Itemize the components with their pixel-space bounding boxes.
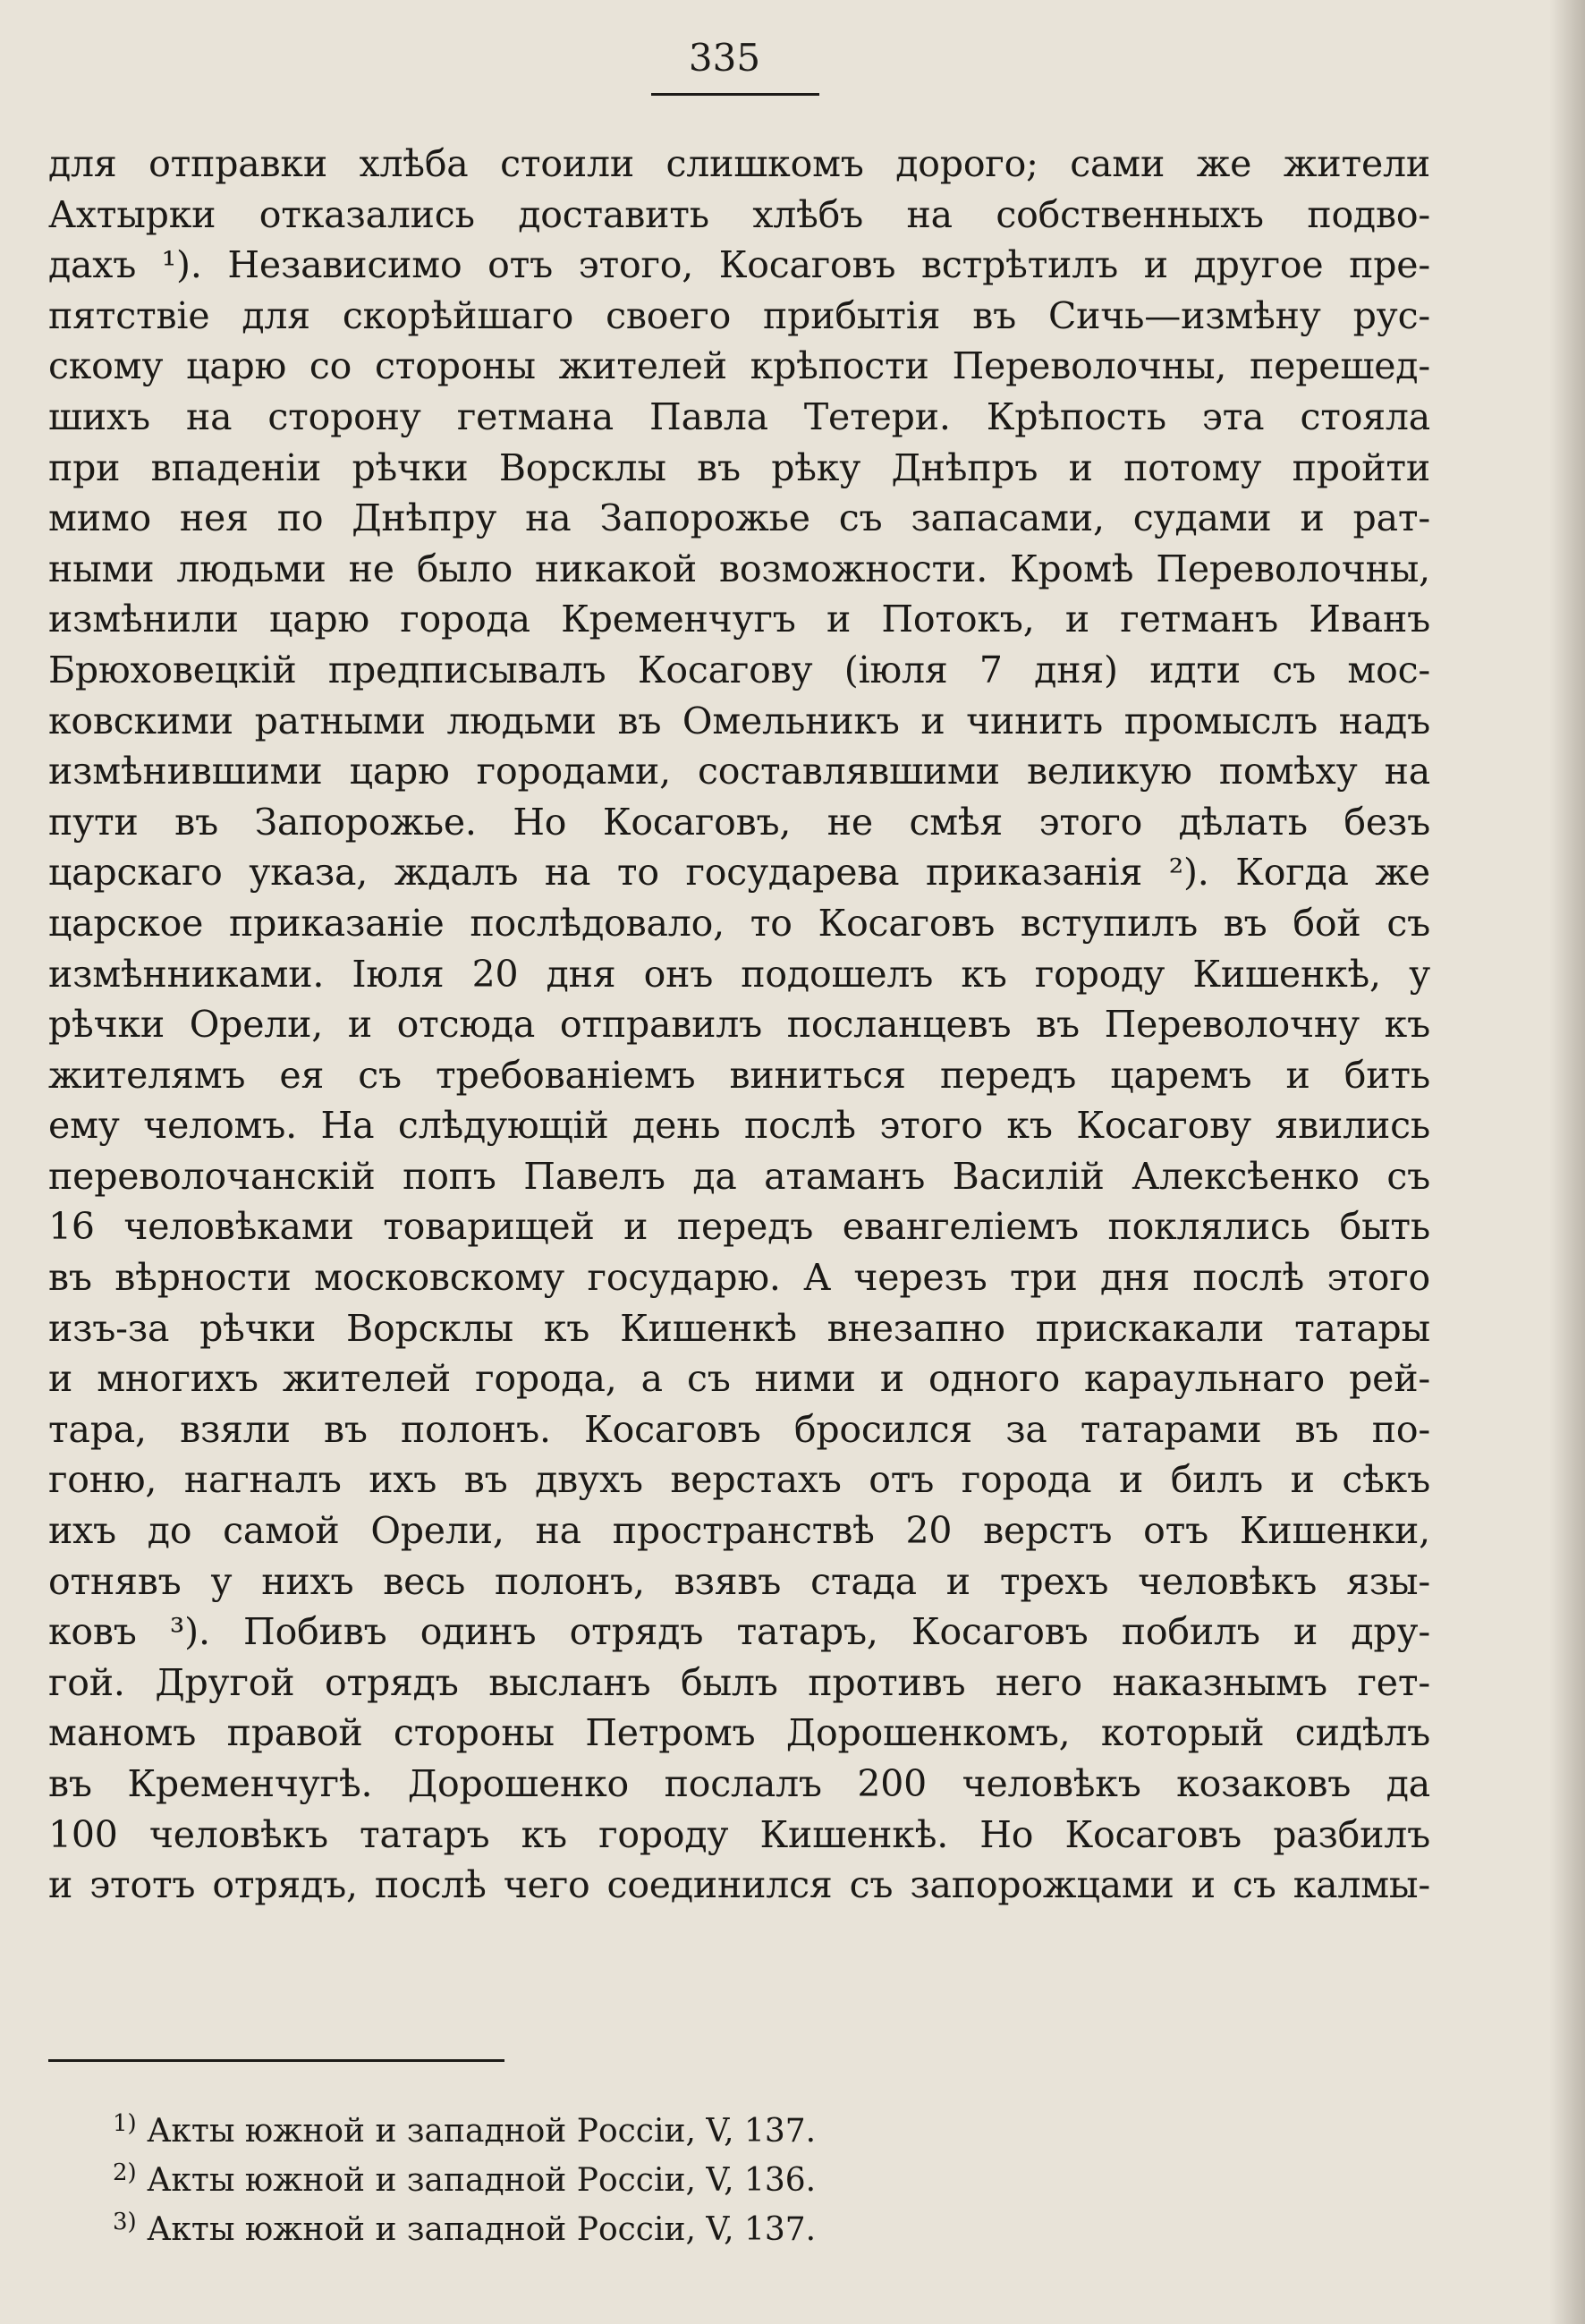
body-line: тара, взяли въ полонъ. Косаговъ бросился за татарами въ по- — [48, 1407, 1430, 1451]
body-line: ему челомъ. На слѣдующій день послѣ этого къ Косагову явились — [48, 1104, 1430, 1148]
footnote-mark: 2) — [113, 2159, 137, 2186]
body-line: 100 человѣкъ татаръ къ городу Кишенкѣ. Но Косаговъ разбилъ — [48, 1812, 1430, 1856]
body-line: гоню, нагналъ ихъ въ двухъ верстахъ отъ города и билъ и сѣкъ — [48, 1458, 1430, 1502]
body-line: ихъ до самой Орели, на пространствѣ 20 верстъ отъ Кишенки, — [48, 1509, 1430, 1553]
body-text — [48, 139, 1430, 1911]
footnote — [113, 2107, 1276, 2156]
body-line: изъ-за рѣчки Ворсклы къ Кишенкѣ внезапно прискакали татары — [48, 1306, 1430, 1350]
footnote-text: Акты южной и западной Россіи, V, 136. — [147, 2162, 817, 2199]
body-line: жителямъ ея съ требованіемъ виниться передъ царемъ и бить — [48, 1053, 1430, 1097]
body-line: измѣнниками. Іюля 20 дня онъ подошелъ къ городу Кишенкѣ, у — [48, 952, 1430, 996]
body-line: Брюховецкій предписывалъ Косагову (іюля 7 дня) идти съ мос- — [48, 648, 1430, 691]
body-line: для отправки хлѣба стоили слишкомъ дорого; сами же жители — [48, 142, 1430, 185]
page-edge-shadow — [1549, 0, 1585, 2324]
footnote-separator — [48, 2059, 504, 2062]
body-line: въ вѣрности московскому государю. А черезъ три дня послѣ этого — [48, 1256, 1430, 1300]
footnote — [113, 2156, 1276, 2205]
footnote-text: Акты южной и западной Россіи, V, 137. — [147, 2211, 817, 2248]
page-number-underline — [651, 93, 819, 96]
body-line: и этотъ отрядъ, послѣ чего соединился съ запорожцами и съ калмы- — [48, 1863, 1430, 1907]
body-line: царскаго указа, ждалъ на то государева приказанія ²). Когда же — [48, 851, 1430, 895]
footnote — [113, 2205, 1276, 2254]
footnotes — [113, 2107, 1276, 2254]
body-line: пути въ Запорожье. Но Косаговъ, не смѣя этого дѣлать безъ — [48, 800, 1430, 844]
footnote-text: Акты южной и западной Россіи, V, 137. — [147, 2113, 817, 2150]
body-line: ными людьми не было никакой возможности. Кромѣ Переволочны, — [48, 547, 1430, 590]
body-line: измѣнившими царю городами, составлявшими великую помѣху на — [48, 750, 1430, 793]
body-line: шихъ на сторону гетмана Павла Тетери. Крѣпость эта стояла — [48, 394, 1430, 438]
body-line: маномъ правой стороны Петромъ Дорошенкомъ, который сидѣлъ — [48, 1711, 1430, 1755]
body-line: 16 человѣками товарищей и передъ евангеліемъ поклялись быть — [48, 1205, 1430, 1249]
body-line: пятствіе для скорѣйшаго своего прибытія въ Сичь—измѣну рус- — [48, 293, 1430, 337]
body-line: ковскими ратными людьми въ Омельникъ и чинить промыслъ надъ — [48, 699, 1430, 742]
body-line: измѣнили царю города Кременчугъ и Потокъ, и гетманъ Иванъ — [48, 598, 1430, 641]
body-line: отнявъ у нихъ весь полонъ, взявъ стада и трехъ человѣкъ язы- — [48, 1559, 1430, 1603]
body-line: скому царю со стороны жителей крѣпости Переволочны, перешед- — [48, 344, 1430, 388]
body-line: царское приказаніе послѣдовало, то Косаговъ вступилъ въ бой съ — [48, 901, 1430, 945]
footnote-mark: 3) — [113, 2209, 137, 2235]
body-line: дахъ ¹). Независимо отъ этого, Косаговъ встрѣтилъ и другое пре- — [48, 243, 1430, 287]
body-line: ковъ ³). Побивъ одинъ отрядъ татаръ, Косаговъ побилъ и дру- — [48, 1610, 1430, 1654]
footnote-mark: 1) — [113, 2110, 137, 2137]
page-number: 335 — [688, 36, 761, 80]
body-line: гой. Другой отрядъ высланъ былъ противъ него наказнымъ гет- — [48, 1660, 1430, 1704]
body-line: и многихъ жителей города, а съ ними и одного караульнаго рей- — [48, 1357, 1430, 1401]
body-line: Ахтырки отказались доставить хлѣбъ на собственныхъ подво- — [48, 192, 1430, 236]
body-line: переволочанскій попъ Павелъ да атаманъ Василій Алексѣенко съ — [48, 1154, 1430, 1198]
body-line: въ Кременчугѣ. Дорошенко послалъ 200 человѣкъ козаковъ да — [48, 1762, 1430, 1805]
body-line: мимо нея по Днѣпру на Запорожье съ запасами, судами и рат- — [48, 496, 1430, 540]
body-line: при впаденіи рѣчки Ворсклы въ рѣку Днѣпръ и потому пройти — [48, 445, 1430, 489]
body-line: рѣчки Орели, и отсюда отправилъ посланцевъ въ Переволочну къ — [48, 1003, 1430, 1047]
